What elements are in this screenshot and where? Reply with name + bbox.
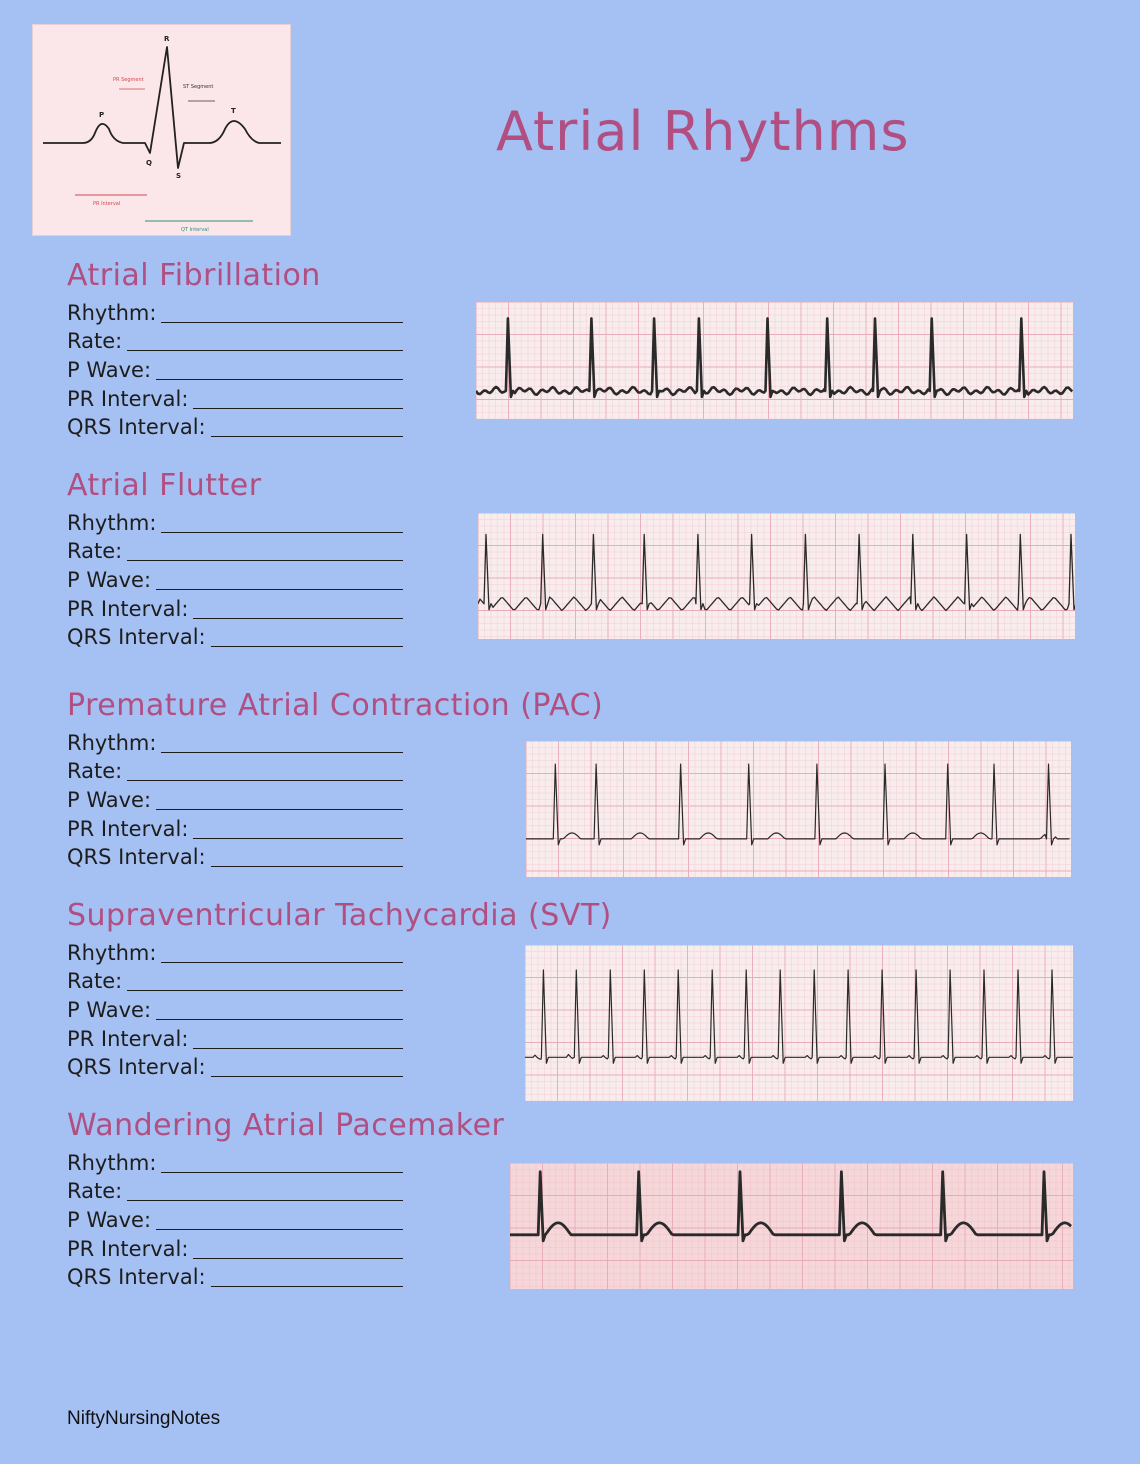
answer-line[interactable] bbox=[193, 1258, 403, 1259]
field-label: P Wave: bbox=[67, 568, 152, 593]
pr-interval-label: PR Interval bbox=[93, 201, 121, 207]
field-label: QRS Interval: bbox=[67, 625, 206, 650]
page-title: Atrial Rhythms bbox=[496, 100, 910, 163]
field-label: PR Interval: bbox=[67, 386, 189, 411]
ecg-reference-diagram bbox=[32, 24, 291, 236]
pr-interval-field[interactable] bbox=[67, 1022, 403, 1051]
field-label: Rhythm: bbox=[67, 1150, 157, 1175]
grid-paper bbox=[478, 513, 1075, 639]
p-wave-label: P bbox=[99, 111, 105, 119]
rhythm-field[interactable] bbox=[67, 936, 403, 965]
p-wave-field[interactable] bbox=[67, 993, 403, 1022]
st-segment-label: ST Segment bbox=[183, 84, 214, 90]
field-label: P Wave: bbox=[67, 998, 152, 1023]
rhythm-field[interactable] bbox=[67, 506, 403, 535]
field-label: Rate: bbox=[67, 759, 123, 784]
rate-field[interactable] bbox=[67, 325, 403, 354]
qrs-interval-field[interactable] bbox=[67, 621, 403, 650]
field-label: QRS Interval: bbox=[67, 1055, 206, 1080]
rhythm-field[interactable] bbox=[67, 1146, 403, 1175]
field-label: P Wave: bbox=[67, 788, 152, 813]
field-label: PR Interval: bbox=[67, 816, 189, 841]
field-label: Rate: bbox=[67, 969, 123, 994]
section-title: Wandering Atrial Pacemaker bbox=[67, 1108, 505, 1143]
field-label: Rate: bbox=[67, 329, 123, 354]
answer-line[interactable] bbox=[161, 322, 403, 323]
section-title: Atrial Fibrillation bbox=[67, 258, 321, 293]
pr-interval-field[interactable] bbox=[67, 382, 403, 411]
field-label: Rhythm: bbox=[67, 730, 157, 755]
ecg-strip-wandering-atrial-pacemaker bbox=[510, 1163, 1073, 1289]
field-label: Rhythm: bbox=[67, 300, 157, 325]
answer-line[interactable] bbox=[161, 962, 403, 963]
answer-line[interactable] bbox=[193, 1048, 403, 1049]
qrs-interval-field[interactable] bbox=[67, 1051, 403, 1080]
field-label: QRS Interval: bbox=[67, 1265, 206, 1290]
rate-field[interactable] bbox=[67, 755, 403, 784]
qrs-interval-field[interactable] bbox=[67, 841, 403, 870]
answer-line[interactable] bbox=[156, 379, 403, 380]
rate-field[interactable] bbox=[67, 1175, 403, 1204]
answer-line[interactable] bbox=[193, 838, 403, 839]
answer-line[interactable] bbox=[161, 1172, 403, 1173]
t-wave-label: T bbox=[231, 107, 236, 115]
answer-line[interactable] bbox=[156, 809, 403, 810]
ecg-strip-graphic bbox=[526, 741, 1071, 877]
section-title: Premature Atrial Contraction (PAC) bbox=[67, 688, 604, 723]
pr-segment-label: PR Segment bbox=[113, 77, 144, 83]
qt-interval-label: QT Interval bbox=[181, 227, 209, 233]
p-wave-field[interactable] bbox=[67, 783, 403, 812]
ecg-strip-pac bbox=[526, 741, 1071, 877]
section-title: Atrial Flutter bbox=[67, 468, 262, 503]
field-label: QRS Interval: bbox=[67, 845, 206, 870]
q-wave-label: Q bbox=[146, 159, 152, 167]
rhythm-field[interactable] bbox=[67, 296, 403, 325]
footer-brand: NiftyNursingNotes bbox=[67, 1408, 221, 1429]
field-label: PR Interval: bbox=[67, 596, 189, 621]
field-label: PR Interval: bbox=[67, 1236, 189, 1261]
grid-paper bbox=[526, 741, 1071, 877]
answer-line[interactable] bbox=[127, 780, 403, 781]
answer-line[interactable] bbox=[156, 1229, 403, 1230]
ecg-strip-atrial-fibrillation bbox=[476, 302, 1073, 419]
pr-interval-field[interactable] bbox=[67, 1232, 403, 1261]
ecg-strip-graphic bbox=[510, 1163, 1073, 1289]
ecg-strip-atrial-flutter bbox=[478, 513, 1075, 639]
answer-line[interactable] bbox=[211, 436, 403, 437]
answer-line[interactable] bbox=[161, 532, 403, 533]
qrs-interval-field[interactable] bbox=[67, 411, 403, 440]
answer-line[interactable] bbox=[211, 1076, 403, 1077]
qrs-interval-field[interactable] bbox=[67, 1261, 403, 1290]
answer-line[interactable] bbox=[193, 618, 403, 619]
rhythm-field[interactable] bbox=[67, 726, 403, 755]
rate-field[interactable] bbox=[67, 535, 403, 564]
ecg-strip-graphic bbox=[478, 513, 1075, 639]
pr-interval-field[interactable] bbox=[67, 592, 403, 621]
ecg-waveform-diagram bbox=[33, 25, 290, 235]
field-label: Rhythm: bbox=[67, 510, 157, 535]
ecg-strip-graphic bbox=[476, 302, 1073, 419]
answer-line[interactable] bbox=[127, 560, 403, 561]
pr-interval-field[interactable] bbox=[67, 812, 403, 841]
p-wave-field[interactable] bbox=[67, 353, 403, 382]
ecg-complex-trace bbox=[43, 47, 281, 168]
answer-line[interactable] bbox=[127, 350, 403, 351]
field-label: Rate: bbox=[67, 539, 123, 564]
answer-line[interactable] bbox=[211, 1286, 403, 1287]
field-label: Rate: bbox=[67, 1179, 123, 1204]
answer-line[interactable] bbox=[127, 1200, 403, 1201]
field-label: PR Interval: bbox=[67, 1026, 189, 1051]
ecg-strip-graphic bbox=[525, 945, 1073, 1101]
answer-line[interactable] bbox=[127, 990, 403, 991]
field-label: Rhythm: bbox=[67, 940, 157, 965]
rate-field[interactable] bbox=[67, 965, 403, 994]
p-wave-field[interactable] bbox=[67, 563, 403, 592]
answer-line[interactable] bbox=[156, 589, 403, 590]
r-wave-label: R bbox=[164, 35, 170, 43]
section-title: Supraventricular Tachycardia (SVT) bbox=[67, 898, 612, 933]
field-label: P Wave: bbox=[67, 358, 152, 383]
answer-line[interactable] bbox=[193, 408, 403, 409]
answer-line[interactable] bbox=[211, 646, 403, 647]
ecg-strip-svt bbox=[525, 945, 1073, 1101]
answer-line[interactable] bbox=[161, 752, 403, 753]
answer-line[interactable] bbox=[211, 866, 403, 867]
field-label: QRS Interval: bbox=[67, 415, 206, 440]
p-wave-field[interactable] bbox=[67, 1203, 403, 1232]
field-label: P Wave: bbox=[67, 1208, 152, 1233]
s-wave-label: S bbox=[176, 172, 182, 180]
answer-line[interactable] bbox=[156, 1019, 403, 1020]
